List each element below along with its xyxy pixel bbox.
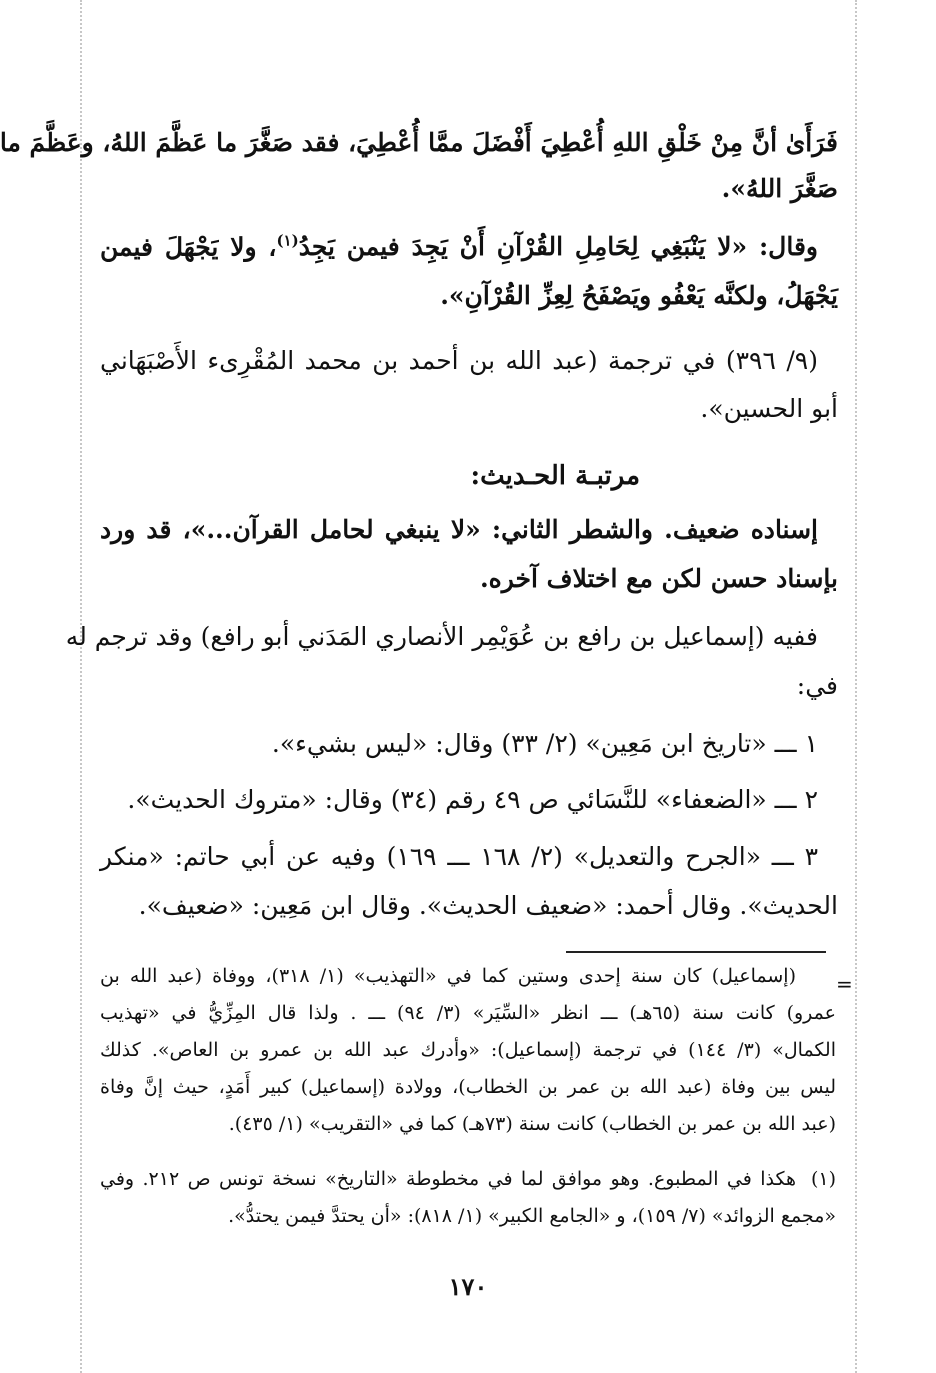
page-number: ١٧٠ xyxy=(448,1272,488,1301)
page-edge-right xyxy=(855,0,857,1373)
list-item-1: ١ ـــ «تاريخ ابن مَعِين» (٢/ ٣٣) وقال: «ليس بشيء». xyxy=(271,729,818,758)
section-heading: مرتبـة الحـديث: xyxy=(470,461,640,491)
footnote-1-line1: هكذا في المطبوع. وهو موافق لما في مخطوطة «التاريخ» نسخة تونس ص ٢١٢. وفي xyxy=(100,1168,796,1190)
footnote-cont-line5: (عبد الله بن عمر بن الخطاب) كانت سنة (٧٣هـ) كما في «التقريب» (١/ ٤٣٥). xyxy=(228,1113,836,1135)
footnote-cont-line1: (إسماعيل) كان سنة إحدى وستين كما في «التهذيب» (١/ ٣١٨)، ووفاة (عبد الله بن xyxy=(100,965,796,987)
para1-line2: صَغَّرَ اللهُ». xyxy=(721,174,838,203)
para1-line1: فَرَأَىٰ أنَّ مِنْ خَلْقِ اللهِ أُعْطِيَ أَفْضَلَ ممَّا أُعْطِيَ، فقد صَغَّرَ ما عَظَّمَ اللهُ، وعَظَّمَ ما xyxy=(0,128,838,157)
para2-line1-start: وقال: «لا يَنْبَغِي لِحَامِلِ القُرْآنِ أَنْ يَجِدَ فيمن يَجِدُ$^{(١)}$ xyxy=(276,232,818,262)
footnote-1-line2: «مجمع الزوائد» (٧/ ١٥٩)، و «الجامع الكبير» (١/ ٨١٨): «أن يحتدَّ فيمن يحتدُّ». xyxy=(228,1205,836,1227)
list-item-3-continued: الحديث». وقال أحمد: «ضعيف الحديث». وقال ابن مَعِين: «ضعيف». xyxy=(138,891,838,920)
page-edge-left xyxy=(80,0,82,1373)
para2-line1 xyxy=(100,232,818,261)
footnote-ref-1[interactable]: (١) xyxy=(276,232,299,250)
footnote-1-number: (١) xyxy=(810,1168,836,1190)
para4-line2: بإسناد حسن لكن مع اختلاف آخره. xyxy=(479,564,838,593)
footnote-separator xyxy=(566,951,826,953)
para3-line1: (٩/ ٣٩٦) في ترجمة (عبد الله بن أحمد بن محمد المُقْرِىء الأَصْبَهَاني xyxy=(100,346,818,375)
footnote-cont-line3: الكمال» (٣/ ١٤٤) في ترجمة (إسماعيل): «وأدرك عبد الله بن عمرو بن العاص». كذلك xyxy=(100,1039,836,1061)
list-item-3: ٣ ـــ «الجرح والتعديل» (٢/ ١٦٨ ـــ ١٦٩) وفيه عن أبي حاتم: «منكر xyxy=(100,842,819,871)
para3-line2: أبو الحسين». xyxy=(700,394,838,423)
para2-line2: يَجْهَلُ، ولكنَّه يَعْفُو ويَصْفَحُ لِعِزِّ القُرْآنِ». xyxy=(440,281,838,310)
para5-line2: في: xyxy=(796,671,838,700)
continuation-marker: = xyxy=(836,972,853,996)
para5-line1: ففيه (إسماعيل بن رافع بن عُوَيْمِر الأنصاري المَدَني أبو رافع) وقد ترجم له xyxy=(65,622,818,651)
para4-line1: إسناده ضعيف. والشطر الثاني: «لا ينبغي لحامل القرآن...»، قد ورد xyxy=(100,515,818,544)
footnote-cont-line4: ليس بين وفاة (عبد الله بن عمر بن الخطاب)، وولادة (إسماعيل) كبير أَمَدٍ، حيث إنَّ وفاة xyxy=(100,1076,836,1098)
footnote-cont-line2: عمرو) كانت سنة (٦٥هـ) ـــ انظر «السِّيَر» (٣/ ٩٤) ـــ . ولذا قال المِزِّيُّ في «تهذيب xyxy=(100,1002,836,1024)
para2-line1-end: ، ولا يَجْهَلَ فيمن xyxy=(100,232,277,262)
list-item-2: ٢ ـــ «الضعفاء» للنَّسَائي ص ٤٩ رقم (٣٤) وقال: «متروك الحديث». xyxy=(127,785,818,814)
